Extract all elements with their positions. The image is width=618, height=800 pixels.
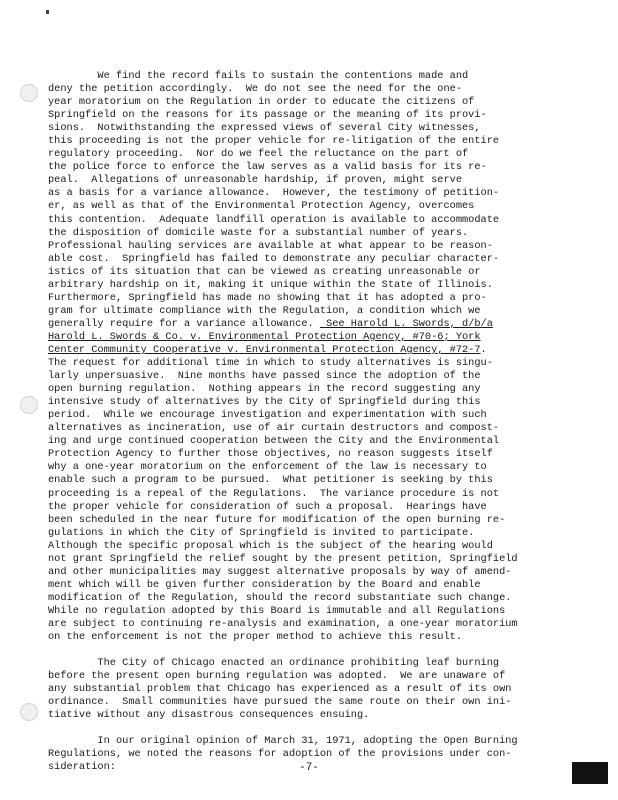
- text-line: before the present open burning regulation was adopted. We are unaware of: [48, 670, 506, 683]
- text-line: enable such a program to be pursued. What petitioner is seeking by this: [48, 474, 493, 487]
- text-line: period. While we encourage investigation and experimentation with such: [48, 409, 487, 422]
- text-line: In our original opinion of March 31, 1971, adopting the Open Burning: [48, 735, 518, 748]
- text-line: istics of its situation that can be viewed as creating unreasonable or: [48, 265, 481, 278]
- text-line: gulations in which the City of Springfield is invited to participate.: [48, 526, 475, 539]
- text-line: Center Community Cooperative v. Environmental Protection Agency, #72-7.: [48, 343, 487, 356]
- text-line: and other municipalities may suggest alternative proposals by way of amend-: [48, 565, 512, 578]
- text-line: regulatory proceeding. Nor do we feel the reluctance on the part of: [48, 148, 469, 161]
- text-line: Springfield on the reasons for its passage or the meaning of its provi-: [48, 109, 487, 122]
- text-line: gram for ultimate compliance with the Regulation, a condition which we: [48, 304, 481, 317]
- text-line: Regulations, we noted the reasons for adoption of the provisions under con-: [48, 748, 512, 761]
- text-line: Furthermore, Springfield has made no showing that it has adopted a pro-: [48, 291, 487, 304]
- punch-hole-middle: [20, 396, 38, 414]
- text-line: modification of the Regulation, should the record substantiate such change.: [48, 591, 512, 604]
- text-line: deny the petition accordingly. We do not see the need for the one-: [48, 83, 463, 96]
- page-number: -7-: [299, 762, 319, 774]
- text-line: The request for additional time in which to study alternatives is singu-: [48, 357, 493, 370]
- citation-underline: See Harold L. Swords, d/b/a: [319, 317, 493, 330]
- text-line: this proceeding is not the proper vehicle for re-litigation of the entire: [48, 135, 500, 148]
- paragraph-gap: [48, 722, 588, 735]
- text-line: [48, 331, 588, 344]
- text-line: sions. Notwithstanding the expressed views of several City witnesses,: [48, 122, 481, 135]
- scan-speck: [46, 10, 49, 14]
- text-line: er, as well as that of the Environmental Protection Agency, overcomes: [48, 200, 475, 213]
- citation-underline: Center Community Cooperative v. Environmental Protection Agency, #72-7: [48, 343, 481, 356]
- text-line: proceeding is a repeal of the Regulations. The variance procedure is not: [48, 487, 500, 500]
- text-line: the proper vehicle for consideration of such a proposal. Hearings have: [48, 500, 487, 513]
- redaction-block: [572, 762, 608, 784]
- text-line: Protection Agency to further those objectives, no reason suggests itself: [48, 448, 493, 461]
- text-line: arbitrary hardship on it, making it unique within the State of Illinois.: [48, 278, 493, 291]
- text-line: While no regulation adopted by this Board is immutable and all Regulations: [48, 604, 506, 617]
- text-line: the disposition of domicile waste for a substantial number of years.: [48, 226, 469, 239]
- text-line: the police force to enforce the law serves as a valid basis for its re-: [48, 161, 487, 174]
- citation-underline: Harold L. Swords & Co. v. Environmental Protection Agency, #70-6; York: [48, 330, 481, 343]
- text-line: this contention. Adequate landfill operation is available to accommodate: [48, 213, 500, 226]
- paragraph-gap: [48, 644, 588, 657]
- text-line: Professional hauling services are available at what appear to be reason-: [48, 239, 493, 252]
- text-line: as a basis for a variance allowance. However, the testimony of petition-: [48, 187, 500, 200]
- punch-hole-bottom: [20, 703, 38, 721]
- text-line: ing and urge continued cooperation between the City and the Environmental: [48, 435, 500, 448]
- text-line: why a one-year moratorium on the enforcement of the law is necessary to: [48, 461, 487, 474]
- paragraph: [48, 70, 588, 644]
- document-body: [48, 70, 588, 775]
- paragraph: [48, 657, 588, 722]
- text-line: able cost. Springfield has failed to demonstrate any peculiar character-: [48, 252, 500, 265]
- text-line: intensive study of alternatives by the City of Springfield during this: [48, 396, 481, 409]
- text-line: peal. Allegations of unreasonable hardship, if proven, might serve: [48, 174, 463, 187]
- text-line: tiative without any disastrous consequences ensuing.: [48, 709, 370, 722]
- text-line: been scheduled in the near future for modification of the open burning re-: [48, 513, 506, 526]
- text-line: any substantial problem that Chicago has experienced as a result of its own: [48, 683, 512, 696]
- text-line: alternatives as incineration, use of air curtain destructors and compost-: [48, 422, 500, 435]
- punch-hole-top: [20, 84, 38, 102]
- text-line: We find the record fails to sustain the contentions made and: [48, 70, 469, 82]
- text-line: generally require for a variance allowance. See Harold L. Swords, d/b/a: [48, 317, 493, 330]
- text-line: Although the specific proposal which is the subject of the hearing would: [48, 539, 493, 552]
- text-line: sideration:: [48, 761, 116, 774]
- text-line: year moratorium on the Regulation in order to educate the citizens of: [48, 96, 475, 109]
- text-line: ment which will be given further consideration by the Board and enable: [48, 578, 481, 591]
- text-line: open burning regulation. Nothing appears in the record suggesting any: [48, 383, 481, 396]
- text-line: not grant Springfield the relief sought by the present petition, Springfield: [48, 552, 518, 565]
- text-line: larly unpersuasive. Nine months have passed since the adoption of the: [48, 370, 481, 383]
- text-line: ordinance. Small communities have pursued the same route on their own ini-: [48, 696, 512, 709]
- text-line: on the enforcement is not the proper method to achieve this result.: [48, 631, 463, 644]
- text-line: are subject to continuing re-analysis and examination, a one-year moratorium: [48, 617, 518, 630]
- text-line: The City of Chicago enacted an ordinance prohibiting leaf burning: [48, 657, 500, 670]
